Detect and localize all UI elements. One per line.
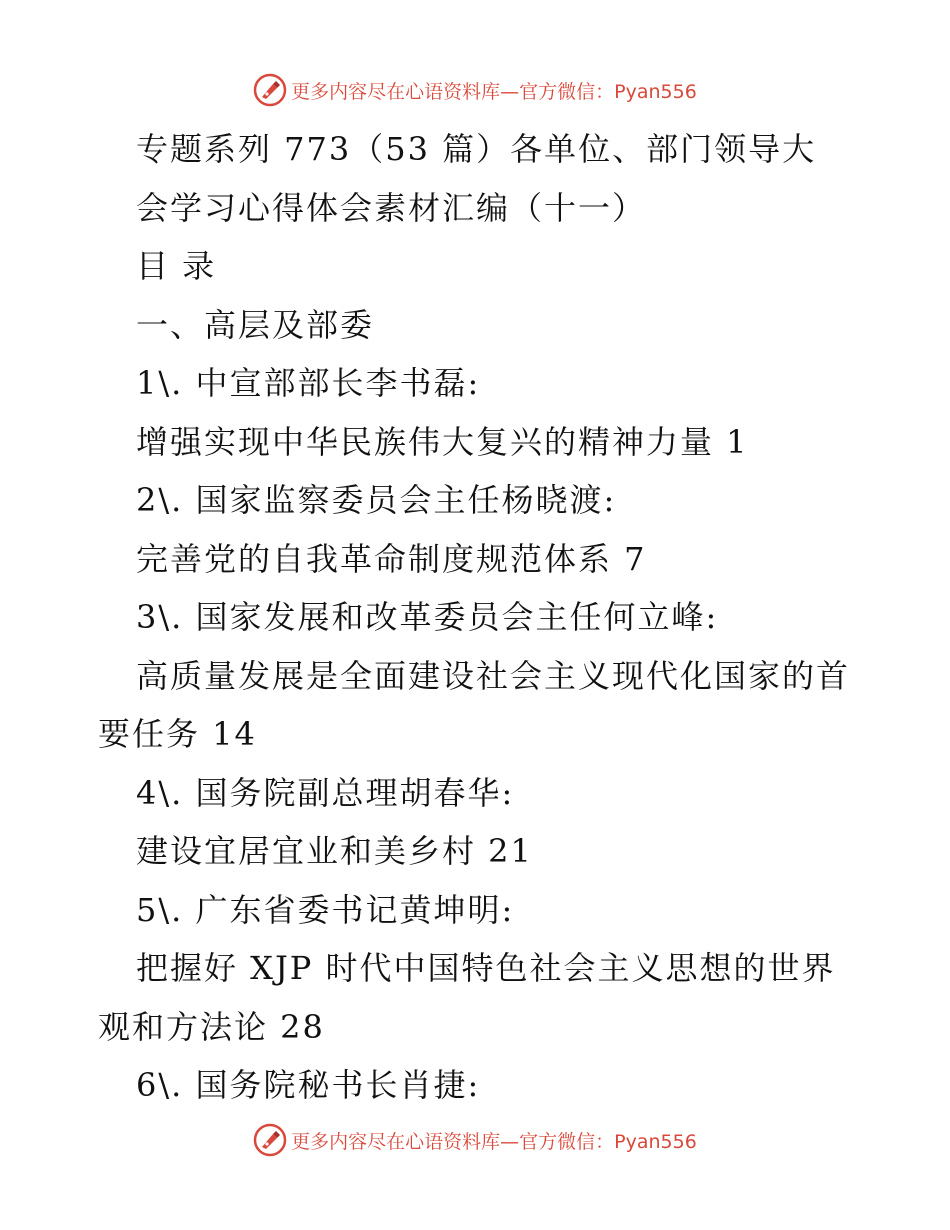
watermark-text: 更多内容尽在心语资料库—官方微信：Pyan556 [291, 1130, 697, 1153]
toc-entry-author: 1\. 中宣部部长李书磊: [136, 364, 481, 402]
pen-nib-logo-icon [253, 73, 287, 107]
toc-entry-title: 把握好 XJP 时代中国特色社会主义思想的世界 [136, 949, 836, 987]
document-body [98, 120, 858, 1115]
toc-entry-title: 建设宜居宜业和美乡村 21 [136, 832, 533, 870]
toc-entry-title: 增强实现中华民族伟大复兴的精神力量 1 [136, 422, 749, 461]
toc-section-heading: 一、高层及部委 [136, 305, 375, 344]
watermark-header [0, 70, 950, 110]
document-title-line-2: 会学习心得体会素材汇编（十一） [136, 188, 647, 227]
toc-entry-title-continued: 观和方法论 28 [98, 1007, 325, 1046]
watermark-text: 更多内容尽在心语资料库—官方微信：Pyan556 [291, 80, 697, 103]
toc-entry-title: 完善党的自我革命制度规范体系 7 [136, 539, 647, 578]
toc-entry-author: 2\. 国家监察委员会主任杨晓渡: [136, 481, 617, 519]
watermark-footer [0, 1120, 950, 1160]
toc-entry-author: 6\. 国务院秘书长肖捷: [136, 1066, 481, 1104]
document-title-line-1: 专题系列 773（53 篇）各单位、部门领导大 [136, 130, 817, 168]
toc-entry-title-continued: 要任务 14 [98, 715, 257, 753]
toc-entry-author: 3\. 国家发展和改革委员会主任何立峰: [136, 598, 719, 636]
toc-entry-author: 4\. 国务院副总理胡春华: [136, 773, 515, 812]
toc-entry-title: 高质量发展是全面建设社会主义现代化国家的首 [136, 656, 851, 695]
pen-nib-logo-icon [253, 1123, 287, 1157]
toc-entry-author: 5\. 广东省委书记黄坤明: [136, 890, 515, 929]
toc-heading: 目 录 [136, 247, 217, 285]
